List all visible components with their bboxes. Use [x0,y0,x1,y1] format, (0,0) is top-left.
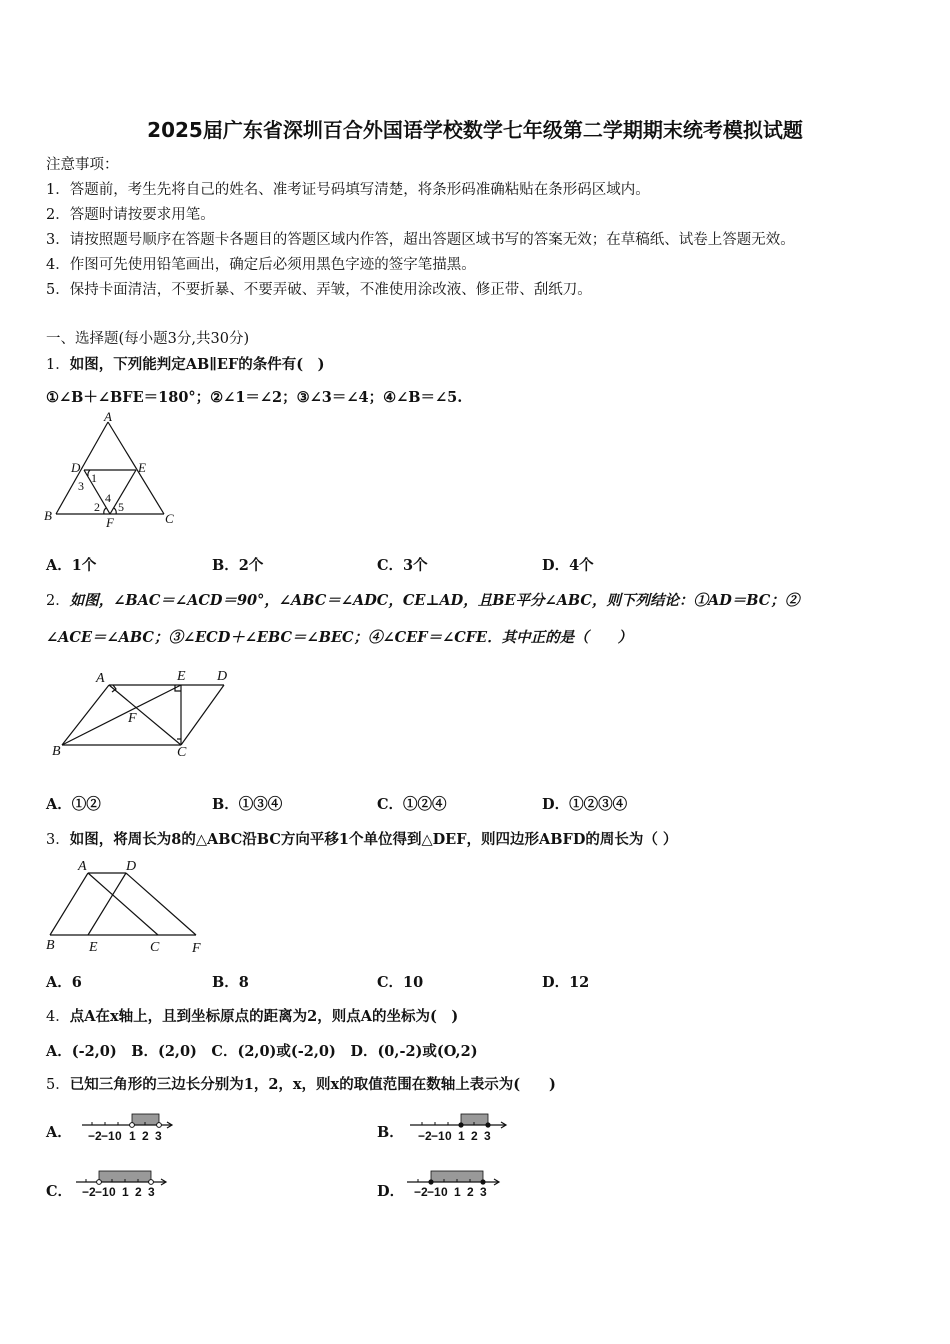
q5-numberline-C [72,1164,172,1204]
option-A[interactable]: A．1个 [46,557,97,574]
q2-figure [44,660,244,760]
tick-label: −1 [95,1185,109,1199]
tick-label: 0 [109,1185,116,1199]
question-number: 1． [46,357,70,373]
label-E: E [138,460,146,475]
option-C[interactable]: C．3个 [377,557,428,574]
question-stem: 已知三角形的三边长分别为1，2，x，则x的取值范围在数轴上表示为( ) [69,1076,556,1093]
angle-4: 4 [105,491,111,505]
angle-2: 2 [94,500,100,514]
tick-label: 0 [115,1129,122,1143]
label-E: E [177,669,186,684]
option-C[interactable]: C．①②④ [377,796,447,813]
tick-label: 1 [458,1129,465,1143]
label-B: B [52,744,61,759]
tick-label: 1 [129,1129,136,1143]
question-stem: 如图，下列能判定AB∥EF的条件有( ) [69,356,325,373]
question-2-stem-cont: ∠ACE＝∠ABC；③∠ECD＋∠EBC＝∠BEC；④∠CEF＝∠CFE．其中正的是（ ） [46,629,633,646]
option-D[interactable]: D．①②③④ [542,796,628,813]
tick-label: 2 [135,1185,142,1199]
label-F: F [192,941,201,956]
label-D: D [217,669,228,684]
tick-label: 1 [454,1185,461,1199]
q5-numberline-D [403,1164,508,1204]
tick-label: 3 [155,1129,162,1143]
question-2 [46,589,799,610]
notice-heading: 注意事项： [46,157,119,173]
tick-label: 2 [471,1129,478,1143]
question-4 [46,1005,458,1026]
tick-label: −1 [101,1129,115,1143]
question-stem: 如图，将周长为8的△ABC沿BC方向平移1个单位得到△DEF，则四边形ABFD的周长为（ ） [69,831,678,848]
option-B[interactable]: B． [377,1124,404,1141]
question-stem: 如图，∠BAC＝∠ACD＝90°，∠ABC＝∠ADC，CE⊥AD，且BE平分∠ABC，则下列结论：①AD＝BC；② [69,592,800,609]
section-heading: 一、选择题(每小题3分,共30分) [46,331,250,347]
label-C: C [165,511,174,526]
tick-label: −2 [82,1185,96,1199]
tick-label: 0 [441,1185,448,1199]
q3-figure [40,853,220,958]
option-A[interactable]: A．6 [46,974,82,991]
q5-numberline-B [406,1108,516,1148]
tick-label: 0 [445,1129,452,1143]
tick-label: −2 [414,1185,428,1199]
option-A[interactable]: A．①② [46,796,101,813]
option-B[interactable]: B．2个 [212,557,264,574]
label-C: C [177,745,187,760]
question-number: 3． [46,832,70,848]
question-1-conditions: ①∠B＋∠BFE＝180°；②∠1＝∠2；③∠3＝∠4；④∠B＝∠5. [46,389,463,406]
label-B: B [46,938,55,953]
notice-item: 1．答题前，考生先将自己的姓名、准考证号码填写清楚，将条形码准确粘贴在条形码区域内。 [46,182,650,198]
question-stem: 点A在x轴上，且到坐标原点的距离为2，则点A的坐标为( ) [69,1008,459,1025]
label-F: F [128,711,137,726]
question-5 [46,1073,556,1094]
question-number: 5． [46,1077,70,1093]
tick-label: 3 [148,1185,155,1199]
question-number: 2． [46,593,70,609]
notice-item: 3．请按照题号顺序在答题卡各题目的答题区域内作答，超出答题区域书写的答案无效；在草稿纸、试卷上答题无效。 [46,232,795,248]
option-C[interactable]: C． [46,1183,73,1200]
angle-3: 3 [78,479,84,493]
question-3 [46,828,677,849]
notice-item: 4．作图可先使用铅笔画出，确定后必须用黑色字迹的签字笔描黑。 [46,257,476,273]
label-C: C [150,940,160,955]
tick-label: 3 [480,1185,487,1199]
question-1 [46,353,324,374]
tick-label: 2 [467,1185,474,1199]
label-F: F [106,515,114,530]
tick-label: 1 [122,1185,129,1199]
option-D[interactable]: D．12 [542,974,590,991]
notice-item: 5．保持卡面清洁，不要折暴、不要弄破、弄皱，不准使用涂改液、修正带、刮纸刀。 [46,282,592,298]
q1-figure [40,410,190,532]
option-B[interactable]: B．①③④ [212,796,283,813]
tick-label: −2 [88,1129,102,1143]
q5-numberline-A [78,1108,178,1148]
label-D: D [126,859,137,874]
question-number: 4． [46,1009,70,1025]
label-D: D [71,460,81,475]
tick-label: 3 [484,1129,491,1143]
tick-label: 2 [142,1129,149,1143]
tick-label: −2 [418,1129,432,1143]
label-E: E [89,940,98,955]
option-C[interactable]: C．10 [377,974,424,991]
notice-item: 2．答题时请按要求用笔。 [46,207,215,223]
label-A: A [78,859,87,874]
question-4-options[interactable]: A．(-2,0) B．(2,0) C．(2,0)或(-2,0) D．(0,-2)或(O,2) [46,1043,478,1060]
angle-1: 1 [91,471,97,485]
option-B[interactable]: B．8 [212,974,249,991]
option-D[interactable]: D．4个 [542,557,594,574]
option-A[interactable]: A． [46,1124,72,1141]
label-B: B [44,508,52,523]
angle-5: 5 [118,500,124,514]
label-A: A [96,671,105,686]
option-D[interactable]: D． [377,1183,405,1200]
tick-label: −1 [427,1185,441,1199]
page-title: 2025届广东省深圳百合外国语学校数学七年级第二学期期末统考模拟试题 [147,118,803,142]
label-A: A [104,410,112,424]
tick-label: −1 [431,1129,445,1143]
